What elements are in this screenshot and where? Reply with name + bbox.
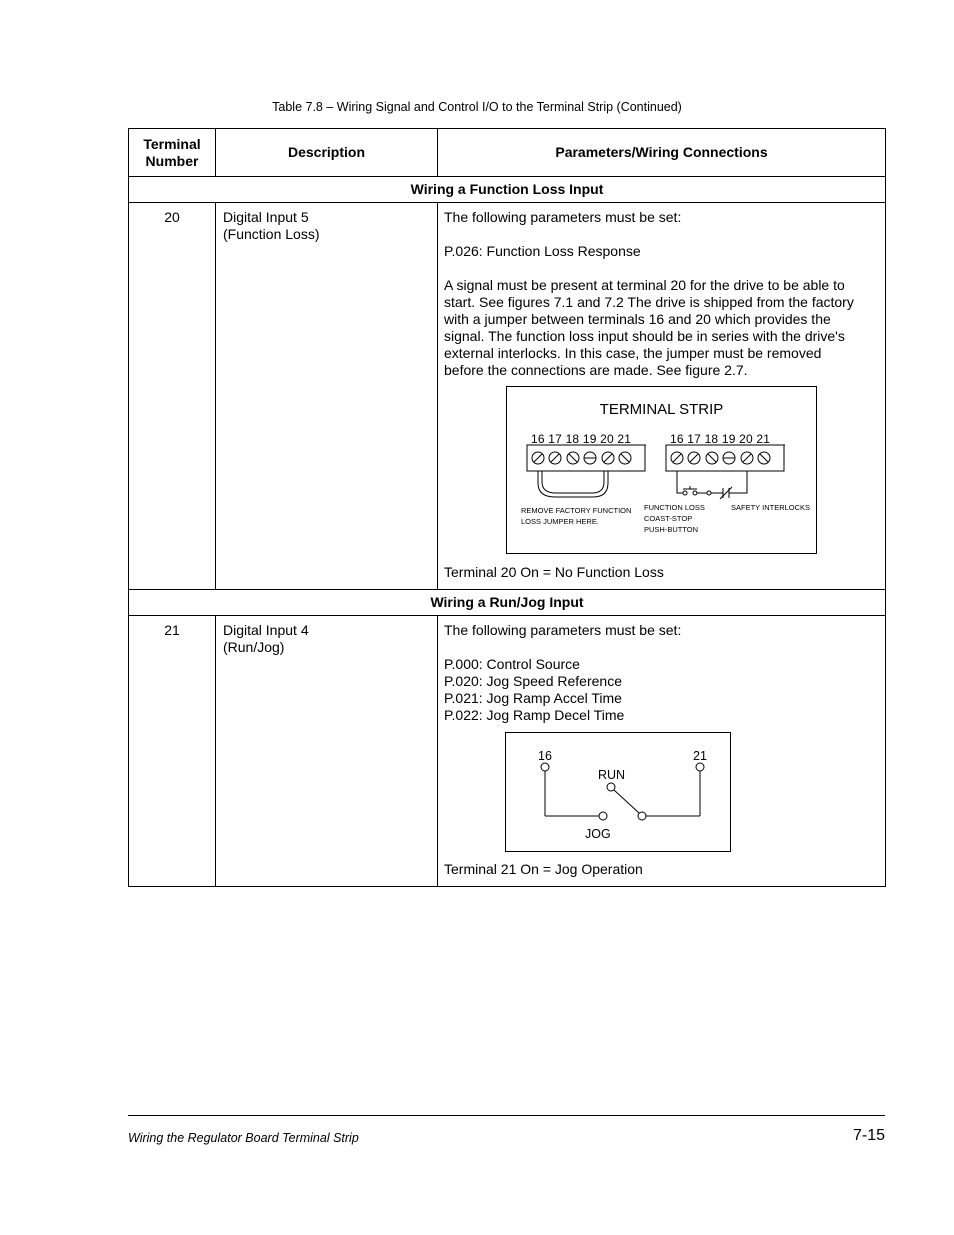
- description-cell: Digital Input 5 (Function Loss): [216, 203, 438, 590]
- body-line: before the connections are made. See figure 2.7.: [444, 362, 748, 378]
- section-title-row: [129, 590, 886, 616]
- section-footer: Terminal 21 On = Jog Operation: [444, 861, 643, 877]
- section-title-function-loss: Wiring a Function Loss Input: [129, 177, 886, 203]
- param-line: P.000: Control Source: [444, 656, 580, 672]
- section-footer: Terminal 20 On = No Function Loss: [444, 564, 664, 580]
- label-run: RUN: [598, 768, 626, 782]
- section-title-run-jog: Wiring a Run/Jog Input: [129, 590, 886, 616]
- note-remove-jumper: REMOVE FACTORY FUNCTION LOSS JUMPER HERE.: [521, 506, 632, 526]
- terminal-numbers-right: 16 17 18 19 20 21: [670, 432, 771, 446]
- note-safety-interlocks: SAFETY INTERLOCKS: [731, 503, 811, 512]
- section-title-row: [129, 177, 886, 203]
- figure-title: TERMINAL STRIP: [599, 401, 724, 418]
- params-intro: The following parameters must be set:: [444, 209, 682, 225]
- body-line: start. See figures 7.1 and 7.2 The drive is shipped from the factory: [444, 294, 854, 310]
- table-row: [129, 203, 886, 590]
- footer-section-title: Wiring the Regulator Board Terminal Strip: [128, 1131, 359, 1145]
- header-parameters: Parameters/Wiring Connections: [438, 129, 886, 177]
- body-line: external interlocks. In this case, the jumper must be removed: [444, 345, 822, 361]
- label-terminal-16: 16: [538, 749, 552, 763]
- table-row: [129, 616, 886, 887]
- parameters-cell: [438, 616, 886, 887]
- body-line: A signal must be present at terminal 20 for the drive to be able to: [444, 277, 845, 293]
- wiring-table: [128, 128, 886, 887]
- page-number: 7-15: [852, 1127, 885, 1144]
- label-jog: JOG: [585, 827, 611, 841]
- params-intro: The following parameters must be set:: [444, 622, 682, 638]
- param-line: P.022: Jog Ramp Decel Time: [444, 707, 625, 723]
- header-terminal-number: Terminal Number: [129, 129, 216, 177]
- param-line: P.026: Function Loss Response: [444, 243, 641, 259]
- terminal-number: 21: [129, 616, 216, 887]
- terminal-number: 20: [129, 203, 216, 590]
- param-line: P.021: Jog Ramp Accel Time: [444, 690, 622, 706]
- description-cell: Digital Input 4 (Run/Jog): [216, 616, 438, 887]
- parameters-cell: [438, 203, 886, 590]
- header-description: Description: [216, 129, 438, 177]
- body-line: with a jumper between terminals 16 and 20 which provides the: [444, 311, 831, 327]
- param-line: P.020: Jog Speed Reference: [444, 673, 622, 689]
- table-caption: Table 7.8 – Wiring Signal and Control I/O to the Terminal Strip (Continued): [272, 100, 682, 114]
- note-function-loss: FUNCTION LOSS COAST-STOP PUSH-BUTTON: [644, 503, 705, 534]
- run-jog-figure: [505, 732, 731, 852]
- footer-divider: [128, 1115, 885, 1116]
- terminal-strip-figure: [506, 386, 817, 554]
- body-line: signal. The function loss input should be in series with the drive's: [444, 328, 845, 344]
- table-header-row: [129, 129, 886, 177]
- terminal-numbers-left: 16 17 18 19 20 21: [531, 432, 632, 446]
- label-terminal-21: 21: [693, 749, 707, 763]
